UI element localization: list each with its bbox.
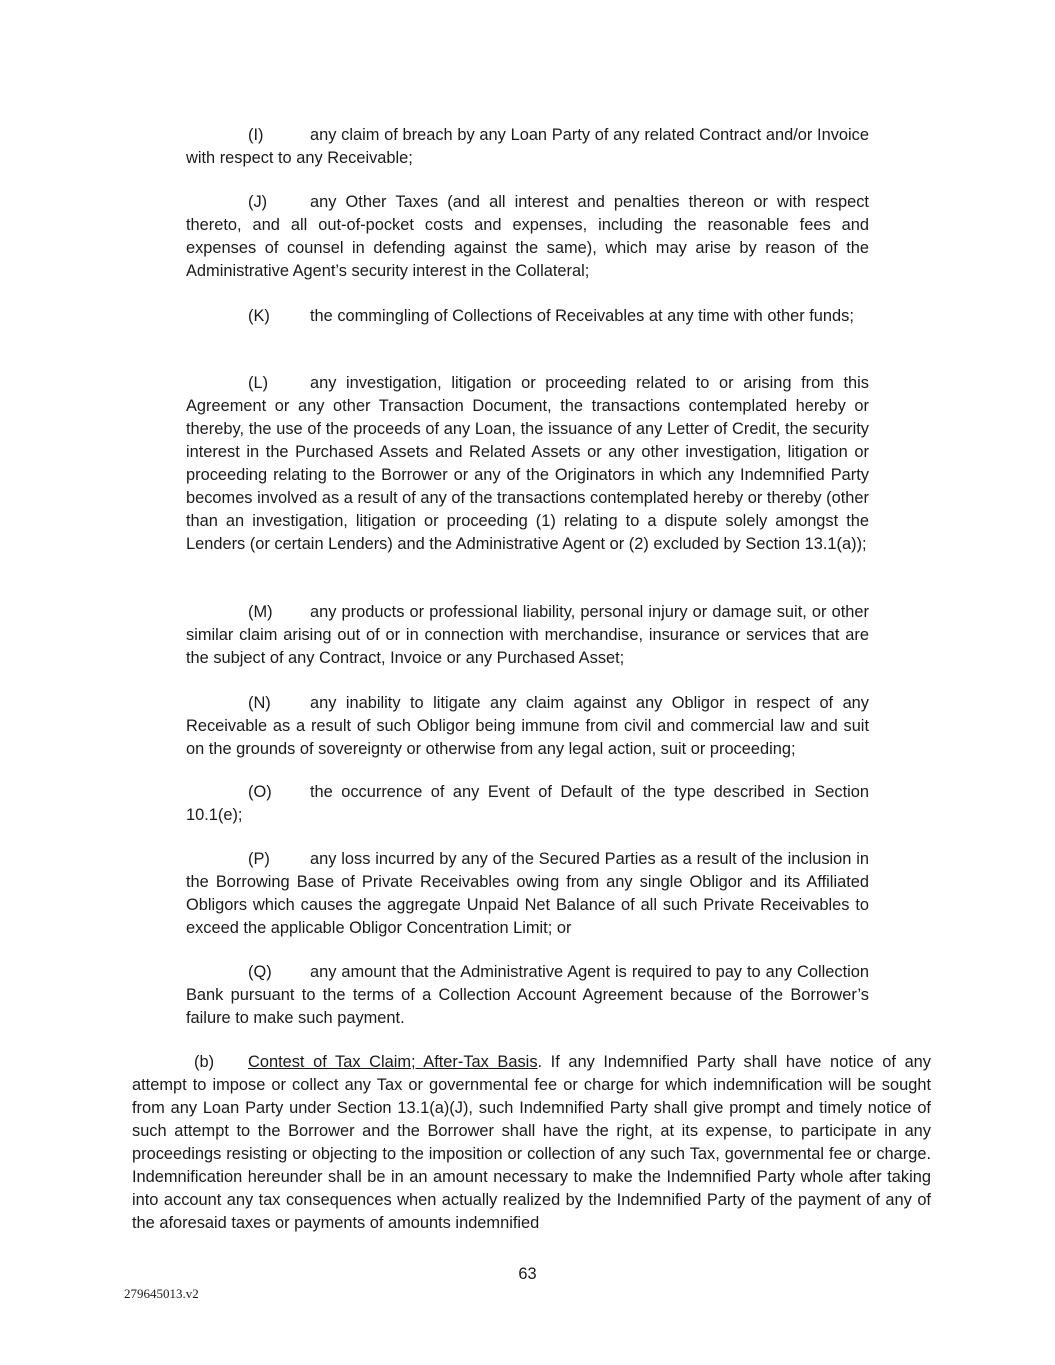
clause-o: [186, 781, 869, 827]
clause-label: (I): [248, 126, 264, 144]
clause-text: any Other Taxes (and all interest and penalties thereon or with respect thereto, and all out-of-pocket costs and expenses, including the reasonable fees and expenses of counsel in defending against the same), which may arise by reason of the Administrative Agent’s security interest in the Collateral;: [186, 193, 869, 281]
clause-label: (M): [248, 603, 273, 621]
clause-text: any products or professional liability, personal injury or damage suit, or other similar claim arising out of or in connection with merchandise, insurance or services that are the subject of any Contract, Invoice or any Purchased Asset;: [186, 603, 869, 668]
clause-p: [186, 848, 869, 940]
clause-text: any amount that the Administrative Agent is required to pay to any Collection Bank pursuant to the terms of a Collection Account Agreement because of the Borrower’s failure to make such payment.: [186, 963, 869, 1028]
clause-m: [186, 601, 869, 670]
clause-label: (O): [248, 783, 272, 801]
page-number: 63: [518, 1265, 537, 1283]
document-id: 279645013.v2: [124, 1286, 199, 1301]
clause-l: [186, 372, 869, 556]
clause-text: any claim of breach by any Loan Party of any related Contract and/or Invoice with respect to any Receivable;: [186, 126, 869, 168]
clause-text: any loss incurred by any of the Secured Parties as a result of the inclusion in the Borrowing Base of Private Receivables owing from any single Obligor and its Affiliated Obligors which causes the aggregate Unpaid Net Balance of all such Private Receivables to exceed the applicable Obligor Concentration Limit; or: [186, 850, 869, 938]
clause-text: any investigation, litigation or proceeding related to or arising from this Agreement or any other Transaction Document, the transactions contemplated hereby or thereby, the use of the proceeds of any Loan, the issuance of any Letter of Credit, the security interest in the Purchased Assets and Related Assets or any other investigation, litigation or proceeding relating to the Borrower or any of the Originators in which any Indemnified Party becomes involved as a result of any of the transactions contemplated hereby or thereby (other than an investigation, litigation or proceeding (1) relating to a dispute solely amongst the Lenders (or certain Lenders) and the Administrative Agent or (2) excluded by Section 13.1(a));: [186, 374, 869, 554]
clause-q: [186, 961, 869, 1030]
section-b-paragraph: [132, 1051, 931, 1235]
clause-n: [186, 692, 869, 761]
clause-k: [186, 305, 869, 328]
clause-label: (P): [248, 850, 270, 868]
clause-label: (K): [248, 307, 270, 325]
section-b-heading: Contest of Tax Claim; After-Tax Basis: [248, 1053, 538, 1071]
clause-label: (Q): [248, 963, 272, 981]
clause-label: (L): [248, 374, 269, 392]
clause-label: (N): [248, 694, 271, 712]
clause-i: [186, 124, 869, 170]
clause-j: [186, 191, 869, 283]
section-b-text: . If any Indemnified Party shall have notice of any attempt to impose or collect any Tax or governmental fee or charge for which indemnification will be sought from any Loan Party under Section 13.1(a)(J), such Indemnified Party shall give prompt and timely notice of such attempt to the Borrower and the Borrower shall have the right, at its expense, to participate in any proceedings resisting or objecting to the imposition or collection of any such Tax, governmental fee or charge. Indemnification hereunder shall be in an amount necessary to make the Indemnified Party whole after taking into account any tax consequences when actually realized by the Indemnified Party of the payment of any of the aforesaid taxes or payments of amounts indemnified: [132, 1053, 931, 1233]
clause-label: (J): [248, 193, 268, 211]
section-b-label: (b): [194, 1053, 215, 1071]
clause-text: the occurrence of any Event of Default of the type described in Section 10.1(e);: [186, 783, 869, 825]
clause-text: any inability to litigate any claim against any Obligor in respect of any Receivable as a result of such Obligor being immune from civil and commercial law and suit on the grounds of sovereignty or otherwise from any legal action, suit or proceeding;: [186, 694, 869, 759]
clause-text: the commingling of Collections of Receivables at any time with other funds;: [310, 307, 854, 325]
